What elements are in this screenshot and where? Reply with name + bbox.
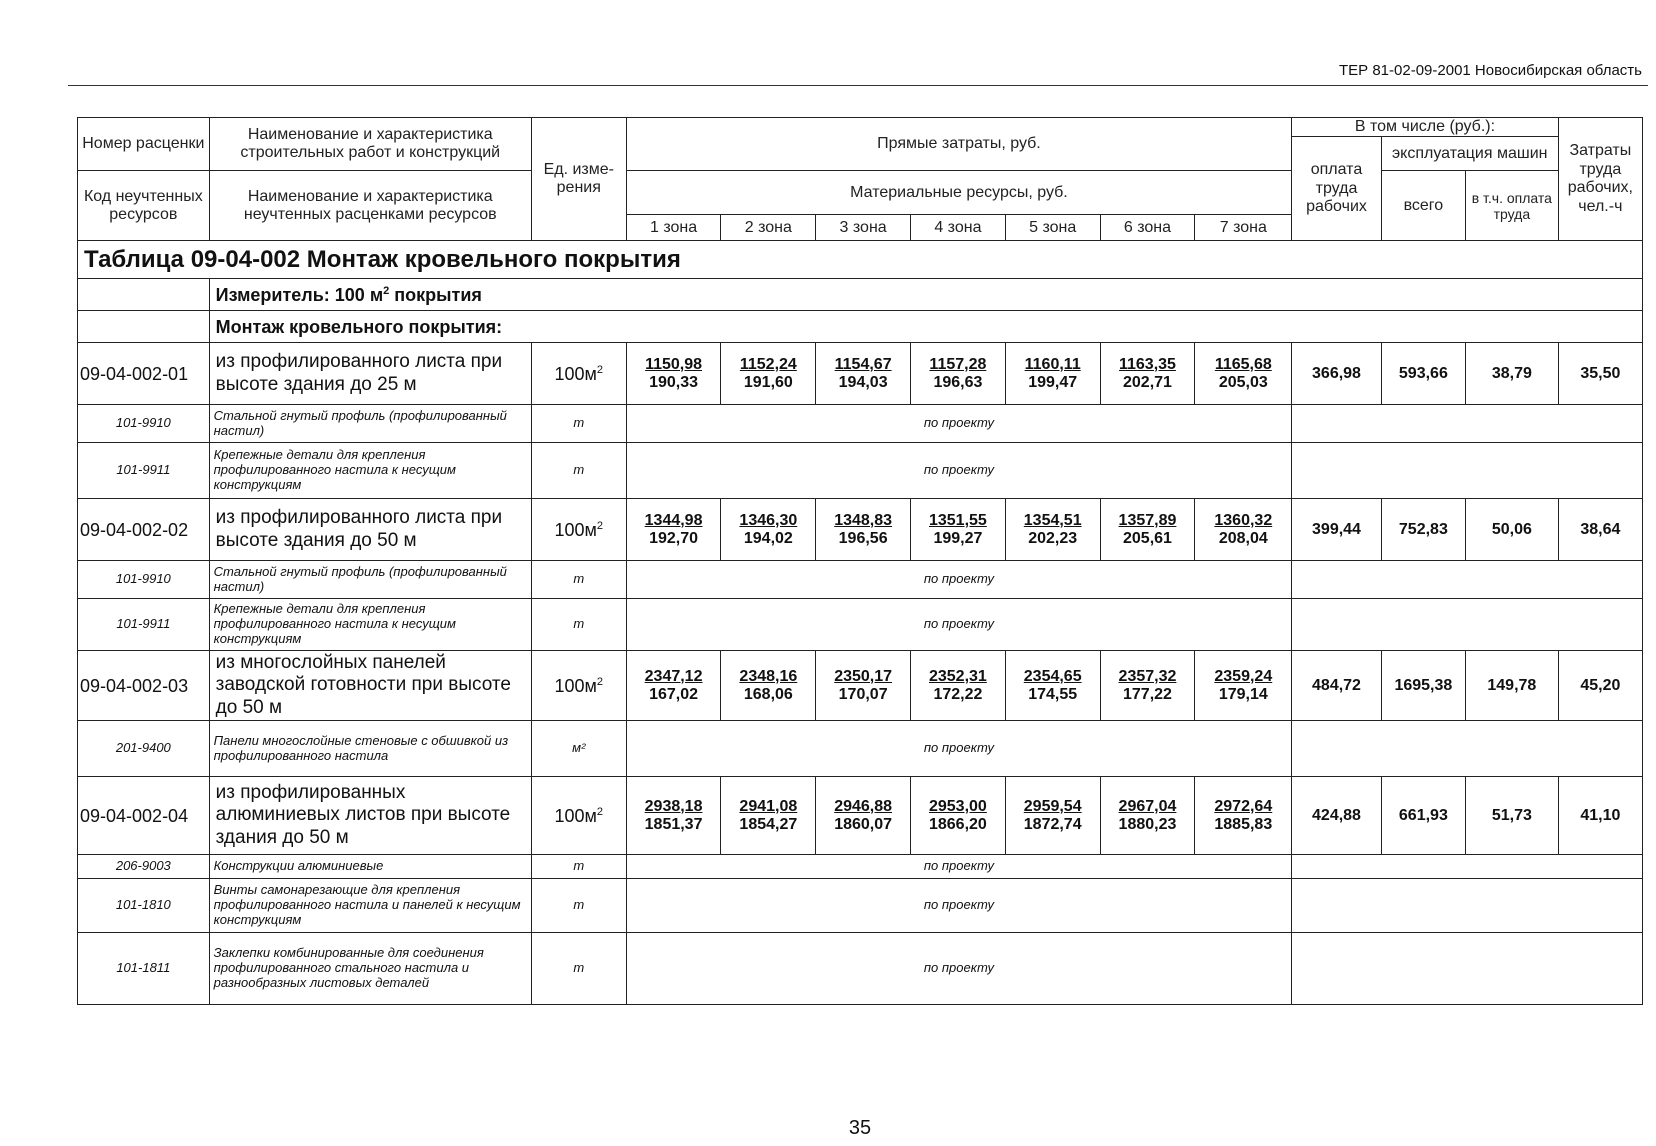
labor-hours: 45,20 [1558,651,1642,721]
resource-note: по проекту [626,443,1292,499]
resource-name: Стальной гнутый профиль (профилированный настил) [209,561,531,599]
header-zone: 7 зона [1195,215,1292,241]
zone-cost [1195,499,1292,561]
meter-sup: 2 [383,284,390,297]
resource-note: по проекту [626,721,1292,777]
rate-name: из профилированного листа при высоте здания до 25 м [209,343,531,405]
resource-note: по проекту [626,599,1292,651]
rate-code: 09-04-002-04 [78,777,210,855]
zone-cost [1100,651,1195,721]
zone-cost-total: 2350,17 [834,667,893,685]
zone-cost [1005,343,1100,405]
rate-name: из профилированных алюминиевых листов при высоте здания до 50 м [209,777,531,855]
zone-cost-total: 2347,12 [644,667,703,685]
header-zone: 1 зона [626,215,721,241]
resource-name: Винты самонарезающие для крепления профилированного настила и панелей к несущим конструкциям [209,879,531,933]
empty-cell [78,311,210,343]
zone-cost [816,499,911,561]
zone-cost-total: 1354,51 [1023,511,1082,529]
header-labor-costs: Затраты труда рабочих, чел.-ч [1558,118,1642,241]
running-header: ТЕР 81-02-09-2001 Новосибирская область [1339,62,1642,79]
zone-cost-material: 1866,20 [928,815,987,833]
zone-cost [911,777,1006,855]
resource-name: Крепежные детали для крепления профилированного настила к несущим конструкциям [209,599,531,651]
rates-table [77,117,1643,1005]
zone-cost [1100,777,1195,855]
zone-cost-material: 208,04 [1218,529,1268,547]
header-zone: 2 зона [721,215,816,241]
zone-cost [911,499,1006,561]
resource-name: Заклепки комбинированные для соединения профилированного стального настила и разнообразных листовых деталей [209,933,531,1005]
empty-cell [1292,561,1643,599]
zone-cost-material: 1851,37 [644,815,703,833]
zone-cost [816,777,911,855]
resource-unit: т [531,405,626,443]
zone-cost-material: 172,22 [933,685,983,703]
zone-cost-material: 192,70 [649,529,699,547]
zone-cost-total: 2354,65 [1023,667,1082,685]
labor-pay: 366,98 [1292,343,1382,405]
resource-code: 101-9911 [78,599,210,651]
zone-cost-total: 1346,30 [739,511,798,529]
zone-cost-material: 196,56 [838,529,888,547]
resource-unit: т [531,855,626,879]
zone-cost [1195,651,1292,721]
zone-cost [1005,777,1100,855]
zone-cost [721,499,816,561]
rate-unit-sup: 2 [596,675,604,688]
rate-code: 09-04-002-02 [78,499,210,561]
resource-code: 101-9910 [78,405,210,443]
empty-cell [1292,599,1643,651]
zone-cost-material: 196,63 [933,373,983,391]
empty-cell [1292,933,1643,1005]
resource-unit: т [531,933,626,1005]
resource-note: по проекту [626,933,1292,1005]
empty-cell [1292,443,1643,499]
meter-label [209,279,1642,311]
resource-row [78,443,1643,499]
zone-cost [816,343,911,405]
zone-cost [1100,499,1195,561]
zone-cost-total: 2959,54 [1023,797,1082,815]
resource-code: 201-9400 [78,721,210,777]
zone-cost-material: 202,23 [1028,529,1078,547]
machine-labor: 50,06 [1466,499,1559,561]
zone-cost-total: 1165,68 [1214,355,1272,373]
meter-suffix: покрытия [389,284,482,305]
zone-cost-total: 1351,55 [928,511,987,529]
zone-cost-total: 2359,24 [1214,667,1273,685]
zone-cost [816,651,911,721]
zone-cost-material: 194,03 [838,373,888,391]
zone-cost-total: 1160,11 [1024,355,1081,373]
labor-hours: 38,64 [1558,499,1642,561]
resource-name: Конструкции алюминиевые [209,855,531,879]
zone-cost-total: 2972,64 [1214,797,1273,815]
resource-unit: т [531,443,626,499]
labor-pay: 399,44 [1292,499,1382,561]
zone-cost-total: 2352,31 [928,667,987,685]
empty-cell [78,279,210,311]
zone-cost-material: 1854,27 [739,815,798,833]
zone-cost-total: 2357,32 [1118,667,1177,685]
machine-labor: 149,78 [1466,651,1559,721]
header-code-bottom: Код неучтенных ресурсов [78,171,210,241]
zone-cost-total: 1348,83 [834,511,893,529]
zone-cost [721,651,816,721]
resource-row [78,599,1643,651]
resource-unit: т [531,561,626,599]
zone-cost-total: 1357,89 [1118,511,1177,529]
zone-cost-material: 170,07 [838,685,888,703]
section-label: Монтаж кровельного покрытия: [209,311,1642,343]
zone-cost-material: 1885,83 [1214,815,1273,833]
resource-name: Стальной гнутый профиль (профилированный настил) [209,405,531,443]
header-name-bottom: Наименование и характеристика неучтенных расценками ресурсов [209,171,531,241]
meter-text: Измеритель: 100 м [215,284,384,305]
zone-cost-total: 1344,98 [644,511,703,529]
header-machine-total: всего [1381,171,1465,241]
rate-unit [531,499,626,561]
header-unit: Ед. изме-рения [531,118,626,241]
zone-cost-material: 1880,23 [1118,815,1177,833]
rate-unit-text: 100м [554,363,597,384]
zone-cost [1195,343,1292,405]
rate-unit-sup: 2 [596,519,604,532]
zone-cost [626,343,721,405]
resource-row [78,405,1643,443]
header-machine-operation: эксплуатация машин [1381,137,1558,171]
header-material-resources: Материальные ресурсы, руб. [626,171,1292,215]
labor-pay: 484,72 [1292,651,1382,721]
resource-row [78,879,1643,933]
zone-cost-material: 190,33 [649,373,699,391]
empty-cell [1292,405,1643,443]
zone-cost [1005,651,1100,721]
table-title: Таблица 09-04-002 Монтаж кровельного покрытия [78,241,1643,279]
zone-cost-total: 1163,35 [1118,355,1176,373]
rate-unit-text: 100м [554,805,597,826]
resource-note: по проекту [626,561,1292,599]
resource-row [78,933,1643,1005]
empty-cell [1292,721,1643,777]
header-name-top: Наименование и характеристика строительных работ и конструкций [209,118,531,171]
rate-unit-text: 100м [554,519,597,540]
zone-cost-total: 2348,16 [739,667,798,685]
page-number: 35 [848,1117,872,1139]
zone-cost-material: 167,02 [649,685,699,703]
header-direct-costs: Прямые затраты, руб. [626,118,1292,171]
machine-total: 752,83 [1381,499,1465,561]
machine-total: 661,93 [1381,777,1465,855]
rate-name: из профилированного листа при высоте здания до 50 м [209,499,531,561]
labor-hours: 41,10 [1558,777,1642,855]
rate-unit [531,343,626,405]
resource-code: 101-1810 [78,879,210,933]
zone-cost [1100,343,1195,405]
zone-cost [911,343,1006,405]
zone-cost-material: 194,02 [743,529,793,547]
zone-cost-material: 199,47 [1028,373,1078,391]
zone-cost-material: 179,14 [1218,685,1268,703]
empty-cell [1292,855,1643,879]
machine-total: 593,66 [1381,343,1465,405]
empty-cell [1292,879,1643,933]
zone-cost-material: 168,06 [743,685,793,703]
zone-cost-material: 199,27 [933,529,983,547]
zone-cost [721,777,816,855]
rate-row [78,651,1643,721]
header-labor-pay: оплата труда рабочих [1292,137,1382,241]
header-code-top: Номер расценки [78,118,210,171]
zone-cost-total: 2967,04 [1118,797,1177,815]
zone-cost [1005,499,1100,561]
resource-unit: м² [531,721,626,777]
rate-unit-sup: 2 [596,805,604,818]
zone-cost-total: 1154,67 [834,355,892,373]
header-rule [68,85,1648,86]
zone-cost [626,651,721,721]
header-including: В том числе (руб.): [1292,118,1558,137]
zone-cost [626,499,721,561]
zone-cost-total: 2953,00 [928,797,987,815]
machine-total: 1695,38 [1381,651,1465,721]
resource-row [78,855,1643,879]
zone-cost-material: 1872,74 [1023,815,1082,833]
zone-cost-material: 174,55 [1028,685,1078,703]
zone-cost-total: 1157,28 [929,355,987,373]
zone-cost-total: 1360,32 [1214,511,1273,529]
resource-code: 101-9910 [78,561,210,599]
resource-unit: т [531,599,626,651]
rate-code: 09-04-002-01 [78,343,210,405]
header-zone: 5 зона [1005,215,1100,241]
resource-name: Крепежные детали для крепления профилированного настила к несущим конструкциям [209,443,531,499]
zone-cost-total: 1150,98 [645,355,703,373]
zone-cost-total: 2941,08 [739,797,798,815]
zone-cost-material: 205,61 [1123,529,1172,547]
zone-cost [911,651,1006,721]
resource-row [78,561,1643,599]
zone-cost-total: 1152,24 [739,355,797,373]
resource-note: по проекту [626,855,1292,879]
header-machine-labor: в т.ч. оплата труда [1466,171,1559,241]
labor-hours: 35,50 [1558,343,1642,405]
rate-name: из многослойных панелей заводской готовности при высоте до 50 м [209,651,531,721]
header-zone: 3 зона [816,215,911,241]
zone-cost [721,343,816,405]
machine-labor: 38,79 [1466,343,1559,405]
resource-unit: т [531,879,626,933]
resource-code: 206-9003 [78,855,210,879]
zone-cost-total: 2946,88 [834,797,893,815]
zone-cost-material: 191,60 [743,373,793,391]
resource-name: Панели многослойные стеновые с обшивкой из профилированного настила [209,721,531,777]
labor-pay: 424,88 [1292,777,1382,855]
header-zone: 6 зона [1100,215,1195,241]
rate-unit [531,777,626,855]
resource-code: 101-1811 [78,933,210,1005]
rate-unit-text: 100м [554,675,597,696]
resource-note: по проекту [626,879,1292,933]
rate-row [78,499,1643,561]
rate-code: 09-04-002-03 [78,651,210,721]
rate-unit [531,651,626,721]
zone-cost-material: 1860,07 [834,815,893,833]
rate-row [78,343,1643,405]
zone-cost [626,777,721,855]
rate-row [78,777,1643,855]
zone-cost-total: 2938,18 [644,797,703,815]
resource-row [78,721,1643,777]
header-zone: 4 зона [911,215,1006,241]
zone-cost-material: 202,71 [1123,373,1172,391]
rate-unit-sup: 2 [596,363,604,376]
zone-cost-material: 177,22 [1123,685,1172,703]
zone-cost [1195,777,1292,855]
resource-note: по проекту [626,405,1292,443]
resource-code: 101-9911 [78,443,210,499]
zone-cost-material: 205,03 [1218,373,1268,391]
machine-labor: 51,73 [1466,777,1559,855]
